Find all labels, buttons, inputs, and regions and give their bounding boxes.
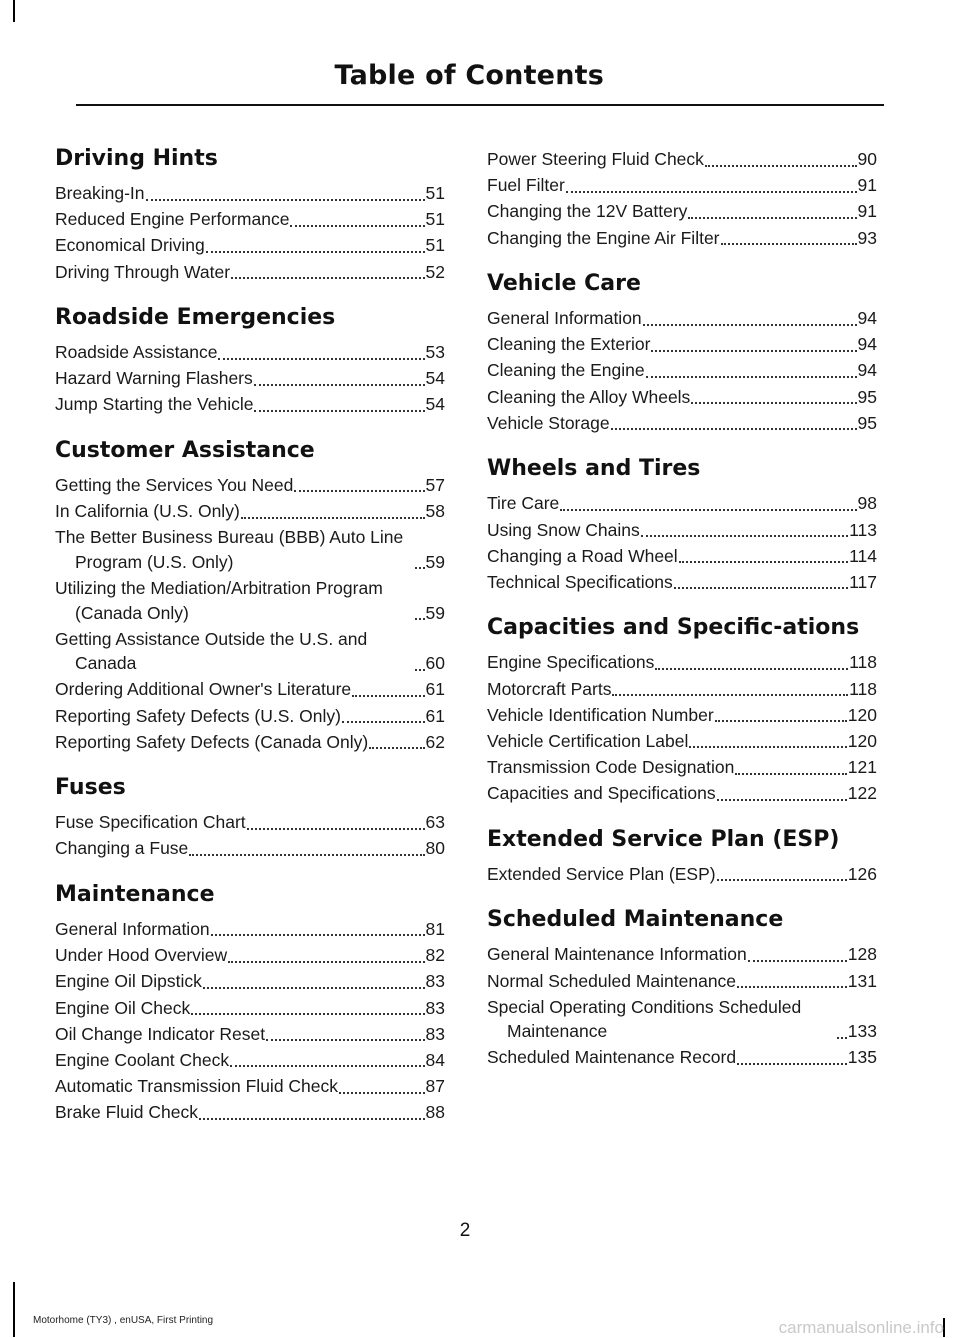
toc-entry[interactable]	[487, 226, 877, 251]
toc-entry-title: General Information	[487, 308, 642, 329]
toc-entry-page: 118	[849, 678, 877, 699]
toc-entry-page: 114	[849, 545, 877, 566]
toc-entry[interactable]	[55, 836, 445, 861]
toc-entry-title: Reporting Safety Defects (U.S. Only)	[55, 705, 341, 726]
toc-entry-page: 94	[857, 360, 877, 381]
toc-entry-page: 54	[425, 368, 445, 389]
watermark: carmanualsonline.info	[778, 1318, 944, 1337]
dot-leader	[290, 217, 424, 227]
dot-leader	[688, 209, 856, 219]
dot-leader	[566, 183, 857, 193]
dot-leader	[247, 820, 425, 830]
dot-leader	[721, 235, 857, 245]
toc-entry-title: Getting Assistance Outside the U.S. and Canada	[55, 628, 368, 674]
toc-entry[interactable]	[55, 969, 445, 994]
toc-entry-title: Technical Specifications	[487, 571, 673, 592]
toc-entry[interactable]	[55, 677, 445, 702]
toc-entry[interactable]	[487, 570, 877, 595]
dot-leader	[211, 926, 425, 936]
toc-entry-title: Transmission Code Designation	[487, 757, 735, 778]
toc-entry[interactable]	[487, 173, 877, 198]
toc-entry-page: 122	[847, 783, 877, 804]
toc-entry-page: 81	[425, 918, 445, 939]
dot-leader	[189, 846, 424, 856]
dot-leader	[679, 553, 848, 563]
toc-entry[interactable]	[487, 385, 877, 410]
toc-entry-title: Normal Scheduled Maintenance	[487, 970, 737, 991]
dot-leader	[837, 1029, 847, 1039]
toc-entry-page: 51	[425, 183, 445, 203]
crop-mark-bottom-left	[13, 1282, 15, 1337]
section-title: Scheduled Maintenance	[487, 907, 784, 933]
dot-leader	[231, 269, 424, 279]
dot-leader	[415, 559, 425, 569]
dot-leader	[717, 791, 847, 801]
dot-leader	[560, 501, 856, 511]
toc-entry-page: 120	[847, 730, 877, 751]
toc-entry-page: 126	[847, 863, 877, 884]
toc-entry[interactable]	[487, 411, 877, 436]
toc-entry-page: 98	[857, 493, 877, 514]
toc-entry[interactable]	[55, 576, 445, 625]
dot-leader	[199, 1110, 425, 1120]
toc-section	[55, 145, 445, 284]
toc-entry[interactable]	[55, 233, 445, 258]
toc-entry[interactable]	[55, 207, 445, 232]
toc-entry-page: 128	[847, 944, 877, 965]
toc-entry-title: Motorcraft Parts	[487, 678, 612, 699]
toc-entry-title: Power Steering Fluid Check	[487, 149, 704, 169]
footer-edition: Motorhome (TY3) , enUSA, First Printing	[33, 1315, 214, 1326]
dot-leader	[294, 482, 424, 492]
toc-entry[interactable]	[55, 996, 445, 1021]
toc-entry-title: In California (U.S. Only)	[55, 501, 240, 522]
toc-entry[interactable]	[55, 704, 445, 729]
toc-entry[interactable]	[55, 810, 445, 835]
toc-entry[interactable]	[487, 544, 877, 569]
dot-leader	[651, 342, 856, 352]
toc-entry-title: Hazard Warning Flashers	[55, 368, 253, 389]
toc-entry-page: 82	[425, 945, 445, 966]
toc-entry-title: Reporting Safety Defects (Canada Only)	[55, 731, 369, 752]
toc-entry-page: 84	[425, 1049, 445, 1070]
toc-entry-title: Breaking-In	[55, 183, 145, 203]
dot-leader	[717, 871, 847, 881]
toc-entry-title: Special Operating Conditions Scheduled Maintenance	[487, 996, 802, 1042]
toc-entry[interactable]	[55, 366, 445, 391]
dot-leader	[228, 953, 424, 963]
dot-leader	[218, 350, 424, 360]
toc-entry-title: Utilizing the Mediation/Arbitration Program (Canada Only)	[55, 578, 383, 623]
dot-leader	[737, 978, 847, 988]
toc-entry[interactable]	[487, 781, 877, 806]
toc-entry[interactable]	[487, 650, 877, 675]
dot-leader	[191, 1005, 424, 1015]
toc-entry-title: General Maintenance Information	[487, 944, 747, 965]
toc-entry[interactable]	[487, 358, 877, 383]
toc-entry-title: Reduced Engine Performance	[55, 209, 290, 230]
toc-entry-title: Vehicle Storage	[487, 412, 610, 433]
dot-leader	[689, 738, 846, 748]
dot-leader	[339, 1084, 425, 1094]
toc-entry[interactable]	[487, 1045, 877, 1070]
toc-entry[interactable]	[55, 181, 445, 206]
dot-leader	[691, 394, 856, 404]
toc-entry-page: 95	[857, 386, 877, 407]
toc-entry[interactable]	[55, 917, 445, 942]
toc-entry-page: 93	[857, 227, 877, 248]
dot-leader	[655, 660, 848, 670]
toc-entry-title: Changing a Fuse	[55, 838, 189, 859]
toc-entry[interactable]	[55, 943, 445, 968]
toc-entry[interactable]	[487, 306, 877, 331]
toc-entry[interactable]	[487, 147, 877, 172]
section-title: Maintenance	[55, 881, 215, 907]
dot-leader	[146, 191, 425, 201]
toc-section	[55, 881, 445, 1125]
toc-entry[interactable]	[487, 491, 877, 516]
toc-entry-page: 51	[425, 209, 445, 230]
dot-leader	[737, 1055, 847, 1065]
toc-section	[487, 826, 877, 887]
toc-entry[interactable]	[487, 862, 877, 887]
toc-entry-title: Cleaning the Alloy Wheels	[487, 386, 691, 407]
toc-entry-page: 60	[425, 653, 445, 674]
toc-entry-page: 94	[857, 308, 877, 329]
toc-entry[interactable]	[55, 1100, 445, 1125]
toc-entry[interactable]	[55, 627, 445, 676]
dot-leader	[352, 687, 424, 697]
dot-leader	[230, 1057, 424, 1067]
toc-entry-page: 90	[857, 149, 877, 169]
dot-leader	[369, 739, 424, 749]
toc-entry-page: 135	[847, 1047, 877, 1068]
toc-entry-page: 87	[425, 1076, 445, 1097]
header-rule	[76, 104, 884, 106]
toc-entry[interactable]	[55, 1048, 445, 1073]
dot-leader	[342, 713, 425, 723]
toc-entry-page: 52	[425, 261, 445, 282]
toc-entry-title: Fuel Filter	[487, 175, 565, 196]
toc-entry-page: 51	[425, 235, 445, 256]
toc-entry-title: The Better Business Bureau (BBB) Auto Line Program (U.S. Only)	[55, 527, 404, 572]
toc-entry[interactable]	[55, 499, 445, 524]
toc-entry[interactable]	[55, 260, 445, 285]
dot-leader	[415, 610, 425, 620]
toc-entry-title: Tire Care	[487, 493, 560, 514]
toc-entry-page: 113	[849, 519, 877, 540]
dot-leader	[643, 316, 857, 326]
toc-section	[55, 304, 445, 417]
toc-entry[interactable]	[55, 340, 445, 365]
toc-entry-title: Vehicle Certification Label	[487, 730, 689, 751]
toc-entry-title: Cleaning the Engine	[487, 360, 645, 381]
section-title: Vehicle Care	[487, 271, 641, 297]
section-title: Roadside Emergencies	[55, 305, 336, 331]
toc-entry-title: Ordering Additional Owner's Literature	[55, 679, 352, 700]
crop-mark-top-left	[13, 0, 15, 22]
toc-entry-title: Automatic Transmission Fluid Check	[55, 1076, 339, 1097]
section-title: Driving Hints	[55, 146, 218, 171]
dot-leader	[206, 243, 425, 253]
toc-entry-title: Vehicle Identification Number	[487, 704, 714, 725]
toc-section	[487, 614, 877, 805]
toc-entry[interactable]	[55, 392, 445, 417]
dot-leader	[254, 376, 425, 386]
dot-leader	[735, 765, 846, 775]
toc-entry-title: Driving Through Water	[55, 261, 231, 282]
toc-entry-title: General Information	[55, 918, 210, 939]
dot-leader	[203, 979, 425, 989]
section-title: Capacities and Specific-ations	[487, 615, 860, 641]
toc-entry-page: 91	[857, 201, 877, 222]
toc-entry-title: Jump Starting the Vehicle	[55, 394, 254, 415]
dot-leader	[641, 527, 848, 537]
toc-entry-title: Cleaning the Exterior	[487, 334, 651, 355]
toc-entry[interactable]	[487, 677, 877, 702]
toc-entry-page: 83	[425, 971, 445, 992]
toc-entry[interactable]	[487, 942, 877, 967]
toc-entry-title: Extended Service Plan (ESP)	[487, 863, 716, 884]
toc-entry-page: 61	[425, 705, 445, 726]
toc-entry-title: Scheduled Maintenance Record	[487, 1047, 737, 1068]
toc-entry-page: 88	[425, 1102, 445, 1123]
dot-leader	[674, 579, 848, 589]
dot-leader	[241, 509, 425, 519]
toc-entry-page: 63	[425, 812, 445, 833]
toc-entry-title: Getting the Services You Need	[55, 474, 294, 495]
toc-entry[interactable]	[487, 995, 877, 1044]
page-title: Table of Contents	[334, 60, 604, 91]
section-title: Wheels and Tires	[487, 456, 701, 482]
toc-entry-page: 61	[425, 679, 445, 700]
dot-leader	[715, 712, 847, 722]
toc-entry-page: 95	[857, 412, 877, 433]
toc-section	[487, 455, 877, 594]
dot-leader	[646, 368, 857, 378]
toc-entry-title: Roadside Assistance	[55, 342, 218, 363]
toc-entry-page: 131	[847, 970, 877, 991]
toc-entry[interactable]	[487, 969, 877, 994]
toc-entry-title: Changing the 12V Battery	[487, 201, 688, 222]
toc-entry[interactable]	[55, 1022, 445, 1047]
section-title: Customer Assistance	[55, 437, 315, 463]
toc-entry-title: Under Hood Overview	[55, 945, 228, 966]
toc-entry[interactable]	[487, 199, 877, 224]
toc-entry-page: 62	[425, 731, 445, 752]
toc-entry[interactable]	[487, 703, 877, 728]
page-number: 2	[459, 1220, 471, 1241]
toc-entry-page: 59	[425, 551, 445, 572]
toc-column-left	[55, 145, 445, 1145]
toc-entry-title: Capacities and Specifications	[487, 783, 716, 804]
toc-entry-page: 54	[425, 394, 445, 415]
toc-column-right	[487, 147, 877, 1090]
dot-leader	[254, 402, 424, 412]
toc-section	[487, 147, 877, 250]
toc-entry[interactable]	[487, 755, 877, 780]
section-title: Fuses	[55, 775, 126, 801]
toc-entry[interactable]	[55, 1074, 445, 1099]
toc-entry-page: 94	[857, 334, 877, 355]
toc-entry-page: 58	[425, 501, 445, 522]
toc-entry-title: Using Snow Chains	[487, 519, 640, 540]
toc-entry-page: 57	[425, 474, 445, 495]
toc-section	[487, 270, 877, 435]
toc-section	[55, 437, 445, 754]
toc-entry-page: 91	[857, 175, 877, 196]
dot-leader	[748, 952, 847, 962]
toc-section	[55, 774, 445, 861]
toc-entry-title: Economical Driving	[55, 235, 205, 256]
toc-entry-page: 59	[425, 602, 445, 623]
toc-entry-page: 83	[425, 997, 445, 1018]
toc-entry-title: Brake Fluid Check	[55, 1102, 198, 1123]
toc-entry-page: 83	[425, 1023, 445, 1044]
toc-entry-title: Engine Oil Dipstick	[55, 971, 202, 992]
dot-leader	[612, 686, 848, 696]
toc-entry-page: 120	[847, 704, 877, 725]
toc-section	[487, 906, 877, 1070]
toc-entry-page: 53	[425, 342, 445, 363]
dot-leader	[415, 661, 425, 671]
toc-entry-title: Oil Change Indicator Reset	[55, 1023, 266, 1044]
toc-entry-title: Engine Oil Check	[55, 997, 191, 1018]
toc-entry-page: 117	[849, 571, 877, 592]
toc-entry-title: Changing a Road Wheel	[487, 545, 678, 566]
toc-entry-title: Engine Specifications	[487, 652, 655, 673]
toc-entry[interactable]	[487, 332, 877, 357]
dot-leader	[705, 157, 857, 167]
toc-entry-page: 118	[849, 652, 877, 673]
toc-entry-title: Engine Coolant Check	[55, 1049, 230, 1070]
toc-entry[interactable]	[55, 730, 445, 755]
toc-entry[interactable]	[55, 525, 445, 574]
toc-entry[interactable]	[487, 518, 877, 543]
section-title: Extended Service Plan (ESP)	[487, 826, 840, 852]
toc-entry-title: Fuse Specification Chart	[55, 812, 246, 833]
toc-entry-page: 121	[847, 757, 877, 778]
toc-entry-title: Changing the Engine Air Filter	[487, 227, 720, 248]
dot-leader	[611, 420, 857, 430]
toc-entry-page: 133	[847, 1021, 877, 1042]
toc-entry[interactable]	[55, 473, 445, 498]
dot-leader	[266, 1031, 424, 1041]
toc-entry-page: 80	[425, 838, 445, 859]
toc-entry[interactable]	[487, 729, 877, 754]
